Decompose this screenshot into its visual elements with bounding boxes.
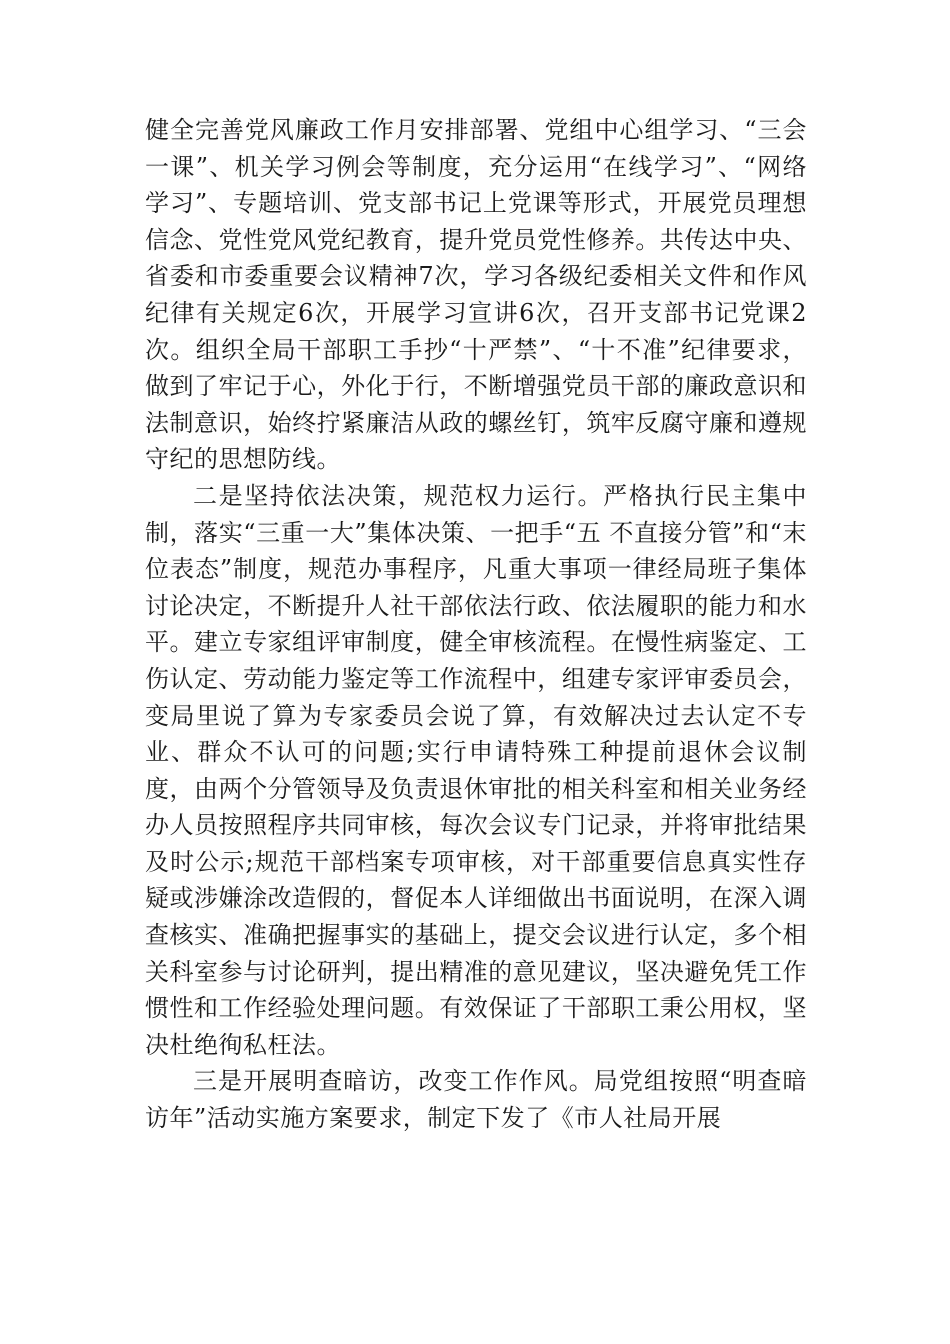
paragraph-continuation: 健全完善党风廉政工作月安排部署、党组中心组学习、“三会一课”、机关学习例会等制度，充分运用“在线学习”、“网络学习”、专题培训、党支部书记上党课等形式，开展党员理想信念、党性党风党纪教育，提升党员党性修养。共传达中央、省委和市委重要会议精神7次，学习各级纪委相关文件和作风纪律有关规定6次，开展学习宣讲6次，召开支部书记党课2次。组织全局干部职工手抄“十严禁”、“十不准”纪律要求，做到了牢记于心，外化于行，不断增强党员干部的廉政意识和法制意识，始终拧紧廉洁从政的螺丝钉，筑牢反腐守廉和遵规守纪的思想防线。	[145, 116, 807, 474]
paragraph-inspections: 三是开展明查暗访，改变工作作风。局党组按照“明查暗访年”活动实施方案要求，制定下发了《市人社局开展	[145, 1067, 807, 1133]
paragraph-legal-decision-making: 二是坚持依法决策，规范权力运行。严格执行民主集中制，落实“三重一大”集体决策、一把手“五 不直接分管”和“末位表态”制度，规范办事程序，凡重大事项一律经局班子集体讨论决定，不断提升人社干部依法行政、依法履职的能力和水平。建立专家组评审制度，健全审核流程。在慢性病鉴定、工伤认定、劳动能力鉴定等工作流程中，组建专家评审委员会，变局里说了算为专家委员会说了算，有效解决过去认定不专业、群众不认可的问题;实行申请特殊工种提前退休会议制度，由两个分管领导及负责退休审批的相关科室和相关业务经办人员按照程序共同审核，每次会议专门记录，并将审批结果及时公示;规范干部档案专项审核，对干部重要信息真实性存疑或涉嫌涂改造假的，督促本人详细做出书面说明，在深入调查核实、准确把握事实的基础上，提交会议进行认定，多个相关科室参与讨论研判，提出精准的意见建议，坚决避免凭工作惯性和工作经验处理问题。有效保证了干部职工秉公用权，坚决杜绝徇私枉法。	[145, 481, 807, 1059]
document-body	[145, 112, 807, 1137]
